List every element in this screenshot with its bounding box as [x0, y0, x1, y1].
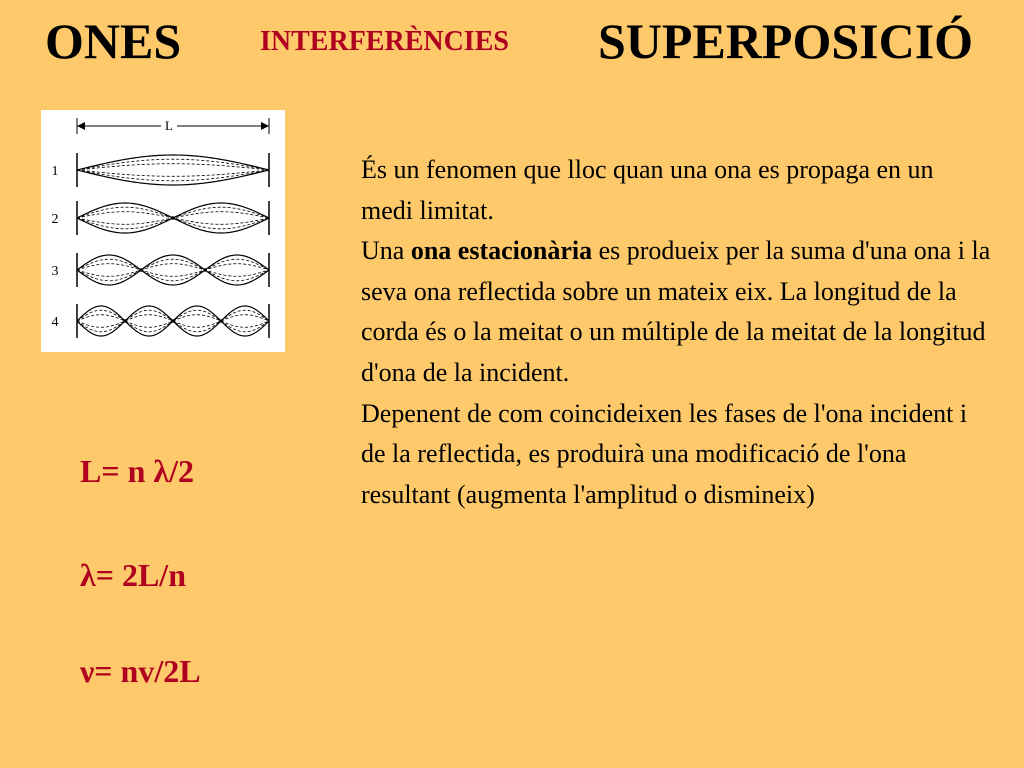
standing-wave-curve [77, 155, 269, 170]
standing-wave-curve [77, 170, 269, 185]
standing-waves-figure [41, 110, 285, 352]
explanation-paragraph-1: És un fenomen que lloc quan una ona es propaga en un medi limitat. [361, 155, 934, 225]
wave-node [123, 319, 127, 323]
mode-label: 1 [51, 164, 59, 179]
length-arrow-left [77, 122, 85, 130]
formula-wavelength: λ= 2L/n [80, 557, 186, 593]
length-arrow-right [261, 122, 269, 130]
standing-waves-diagram [41, 110, 285, 352]
standing-wave-curve [77, 159, 269, 170]
title-superposicio: SUPERPOSICIÓ [598, 13, 974, 69]
formula-length: L= n λ/2 [80, 453, 194, 489]
wave-node [219, 319, 223, 323]
explanation-paragraph-3: Depenent de com coincideixen les fases de l'ona incident i de la reflectida, es produirà una modificació de l'ona resultant (augmenta l'amplitud o dismineix) [361, 398, 968, 509]
wave-node [139, 268, 143, 272]
formula-frequency: ν= nv/2L [80, 653, 201, 689]
para2-text-after: es produeix per la suma d'una ona i la seva ona reflectida sobre un mateix eix. La longitud de la corda és o la meitat o un múltiple de la meitat de la longitud d'ona de la incident. [361, 236, 991, 387]
para2-text-before: Una [361, 236, 411, 266]
standing-wave-term: ona estacionària [410, 236, 593, 266]
mode-label: 2 [51, 212, 59, 227]
standing-wave-curve [77, 164, 269, 170]
standing-wave-curve [77, 264, 269, 277]
standing-wave-curve [77, 264, 269, 277]
explanation-paragraph-2 [361, 231, 991, 393]
length-label: L [165, 118, 173, 133]
mode-label: 4 [51, 315, 59, 330]
wave-node [203, 268, 207, 272]
wave-node [171, 319, 175, 323]
mode-label: 3 [51, 264, 59, 279]
title-ones: ONES [45, 13, 182, 69]
standing-wave-curve [77, 170, 269, 181]
explanation-text [361, 150, 991, 515]
wave-node [171, 216, 175, 220]
standing-wave-curve [77, 259, 269, 281]
standing-wave-curve [77, 259, 269, 281]
standing-wave-curve [77, 170, 269, 176]
title-interferencies: INTERFERÈNCIES [260, 26, 509, 57]
